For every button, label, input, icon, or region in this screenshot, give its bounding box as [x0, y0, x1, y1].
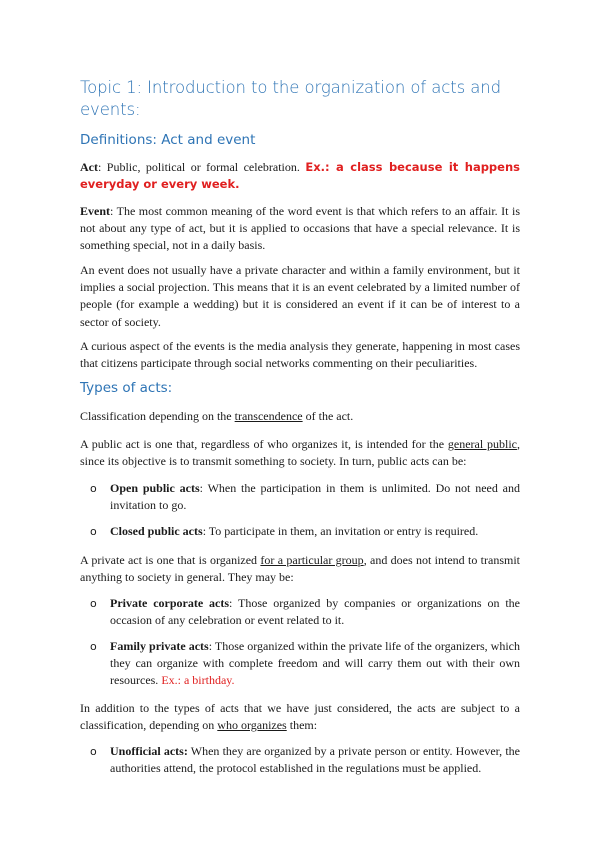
event-definition: : The most common meaning of the word event is that which refers to an affair. It is not about any type of act, but it is applied to occasions that have a special relevance. It is something special, not in a daily basis.	[80, 204, 520, 253]
underlined-particular-group: for a particular group	[260, 553, 364, 567]
term-unofficial-acts: Unofficial acts:	[110, 744, 188, 758]
paragraph-private-act	[80, 552, 520, 586]
text-fragment: them:	[286, 718, 318, 733]
text-fragment: A public act is one that, regardless of who organizes it, is intended for the	[80, 437, 448, 451]
term-family-private-acts: Family private acts	[110, 639, 209, 653]
term-closed-public-acts: Closed public acts	[110, 524, 203, 538]
underlined-who-organizes: who organizes	[217, 718, 287, 733]
list-item-closed-public-acts	[110, 523, 520, 540]
text-fragment: Classification depending on the	[80, 409, 235, 423]
paragraph-public-act	[80, 436, 520, 470]
closed-public-acts-text: : To participate in them, an invitation or entry is required.	[202, 524, 479, 538]
text-fragment: , and does not intend to transmit anything to society in general. They may be:	[80, 553, 520, 585]
bullet-marker: o	[90, 745, 97, 758]
act-definition: : Public, political or formal celebration.	[98, 160, 306, 174]
text-fragment: of the act.	[302, 409, 354, 423]
private-corporate-acts-text: : Those organized by companies or organizations on the occasion of any celebration or event related to it.	[110, 596, 521, 628]
heading-definitions: Definitions: Act and event	[80, 132, 256, 148]
term-private-corporate-acts: Private corporate acts	[110, 596, 230, 610]
open-public-acts-text: : When the participation in them is unlimited. Do not need and invitation to go.	[110, 481, 521, 513]
bullet-marker: o	[90, 525, 97, 538]
list-item-private-corporate-acts	[110, 595, 520, 629]
term-open-public-acts: Open public acts	[110, 481, 200, 495]
paragraph-social-projection: An event does not usually have a private character and within a family environment, but it implies a social projection. This means that it is an event celebrated by a limited number of people (for example a wedding) but it is considered an event if it can be of interest to a sector of society.	[80, 263, 520, 329]
bullet-marker: o	[90, 482, 97, 495]
unofficial-acts-text: When they are organized by a private person or entity. However, the authorities attend, the protocol established in the regulations must be applied.	[110, 744, 520, 776]
list-item-open-public-acts	[110, 480, 520, 514]
bullet-marker: o	[90, 597, 97, 610]
paragraph-who-organizes	[80, 700, 520, 734]
list-item-unofficial-acts	[110, 743, 520, 777]
text-fragment: In addition to the types of acts that we have just considered, the acts are subject to a classification, depending on	[80, 701, 520, 733]
text-fragment: A private act is one that is organized	[80, 553, 261, 567]
text-fragment: , since its objective is to transmit something to society. In turn, public acts can be:	[80, 437, 520, 469]
term-act: Act	[80, 160, 98, 174]
paragraph-act	[80, 159, 520, 193]
paragraph-event	[80, 203, 520, 255]
underlined-general-public: general public	[447, 437, 517, 451]
family-example: Ex.: a birthday.	[161, 673, 235, 688]
family-private-acts-text: : Those organized within the private life of the organizers, which they can organize with complete freedom and will carry them out with their own resources.	[110, 639, 520, 688]
heading-types-of-acts: Types of acts:	[80, 380, 173, 396]
term-event: Event	[80, 204, 110, 218]
page-title: Topic 1: Introduction to the organization of acts and events:	[80, 78, 501, 119]
paragraph-classification	[80, 408, 520, 425]
list-item-family-private-acts	[110, 638, 520, 690]
bullet-marker: o	[90, 640, 97, 653]
paragraph-media-analysis: A curious aspect of the events is the media analysis they generate, happening in most cases that citizens participate through social networks commenting on their peculiarities.	[80, 339, 520, 371]
act-example: Ex.: a class because it happens everyday or every week.	[80, 160, 520, 192]
underlined-transcendence: transcendence	[234, 409, 303, 423]
